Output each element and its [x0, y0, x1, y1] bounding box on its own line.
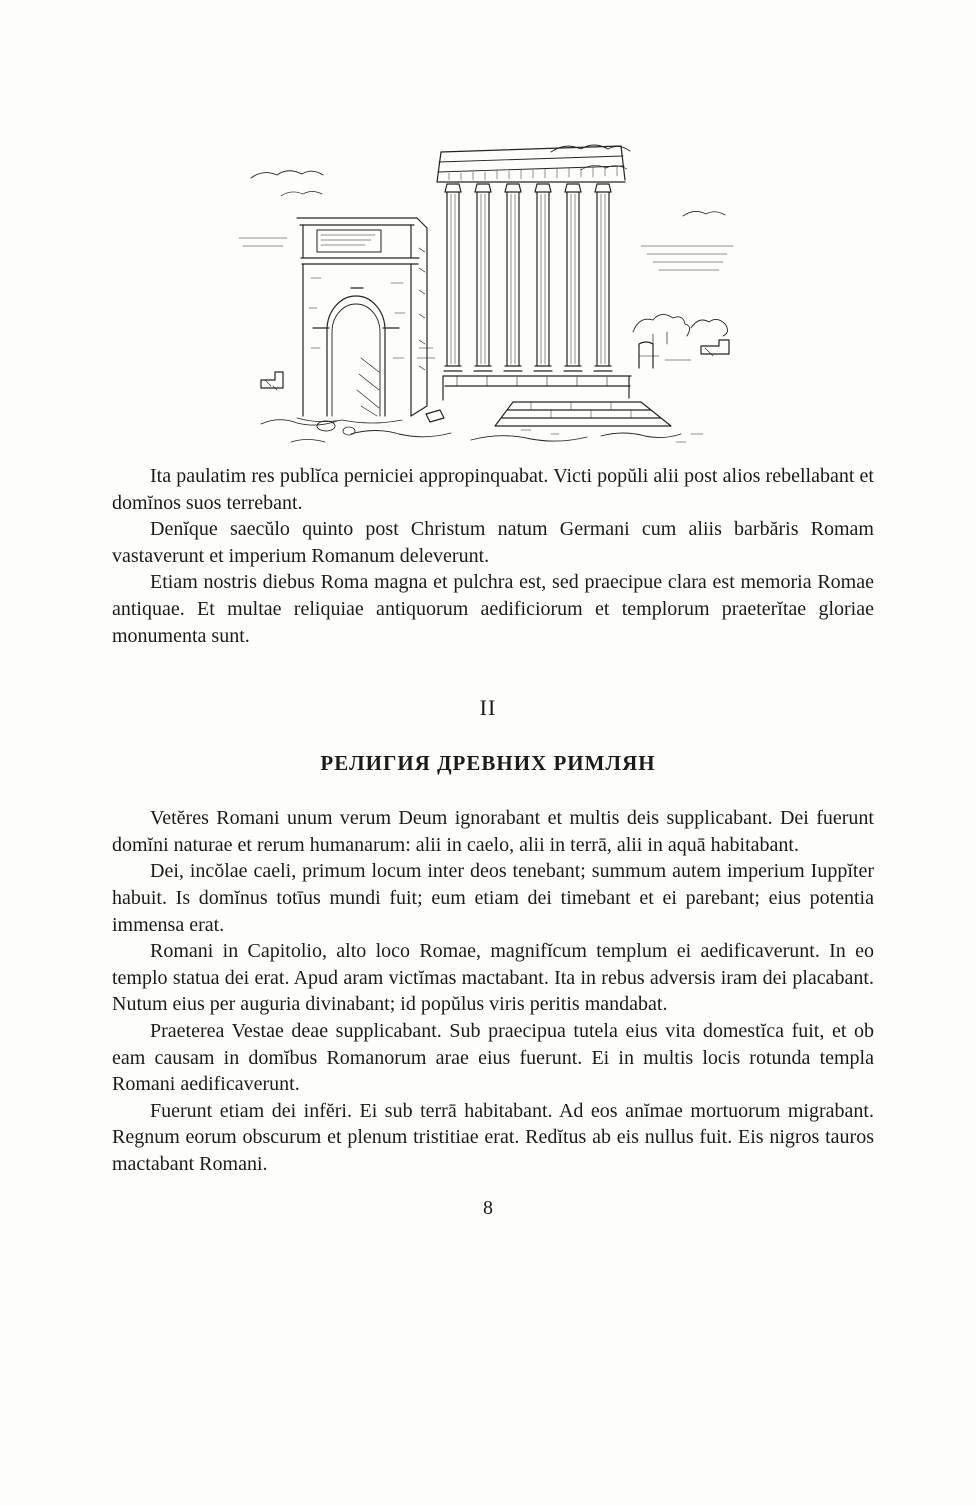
- paragraph: Romani in Capitolio, alto loco Romae, magnifĭcum templum ei aedificaverunt. In eo templo statua dei erat. Apud aram victĭmas mactabant. Ita in rebus adversis iram dei placabant. Nutum eius per auguria divinabant; id popŭlus viris peritis mandabat.: [112, 940, 874, 1016]
- paragraph: Denĭque saecŭlo quinto post Christum natum Germani cum aliis barbăris Romam vastaverunt et imperium Romanum deleverunt.: [112, 518, 874, 567]
- chapter-one-closing-text: [0, 463, 976, 649]
- book-page: [0, 118, 976, 1506]
- chapter-title: РЕЛИГИЯ ДРЕВНИХ РИМЛЯН: [320, 751, 656, 776]
- paragraph: Dei, incŏlae caeli, primum locum inter deos tenebant; summum autem imperium Iuppĭter habuit. Is domĭnus totīus mundi fuit; eum etiam dei timebant et ei parebant; eius potentia immensa erat.: [112, 860, 874, 936]
- forum-ruins-illustration: [221, 118, 756, 450]
- paragraph: Vetĕres Romani unum verum Deum ignorabant et multis deis supplicabant. Dei fuerunt domĭni naturae et rerum humanarum: alii in caelo, alii in terrā, alii in aquā habitabant.: [112, 807, 874, 856]
- chapter-number: II: [479, 695, 497, 721]
- paragraph: Praeterea Vestae deae supplicabant. Sub praecipua tutela eius vita domestĭca fuit, et ob eam causam in domĭbus Romanorum arae eius fuerunt. Ei in multis locis rotunda templa Romani aedificaverunt.: [112, 1019, 874, 1096]
- paragraph: Ita paulatim res publĭca perniciei appropinquabat. Victi popŭli alii post alios rebellabant et domĭnos suos terrebant.: [112, 465, 874, 514]
- paragraph: Fuerunt etiam dei infĕri. Ei sub terrā habitabant. Ad eos anĭmae mortuorum migrabant. Regnum eorum obscurum et plenum tristitiae erat. Redĭtus ab eis nullus fuit. Eis nigros tauros mactabant Romani.: [112, 1099, 874, 1175]
- roman-forum-ruins-engraving: [221, 118, 756, 450]
- page-number: 8: [483, 1197, 493, 1220]
- chapter-two-text: [0, 805, 976, 1177]
- paragraph: Etiam nostris diebus Roma magna et pulchra est, sed praecipue clara est memoria Romae antiquae. Et multae reliquiae antiquorum aedificiorum et templorum praeterĭtae gloriae monumenta sunt.: [112, 571, 874, 647]
